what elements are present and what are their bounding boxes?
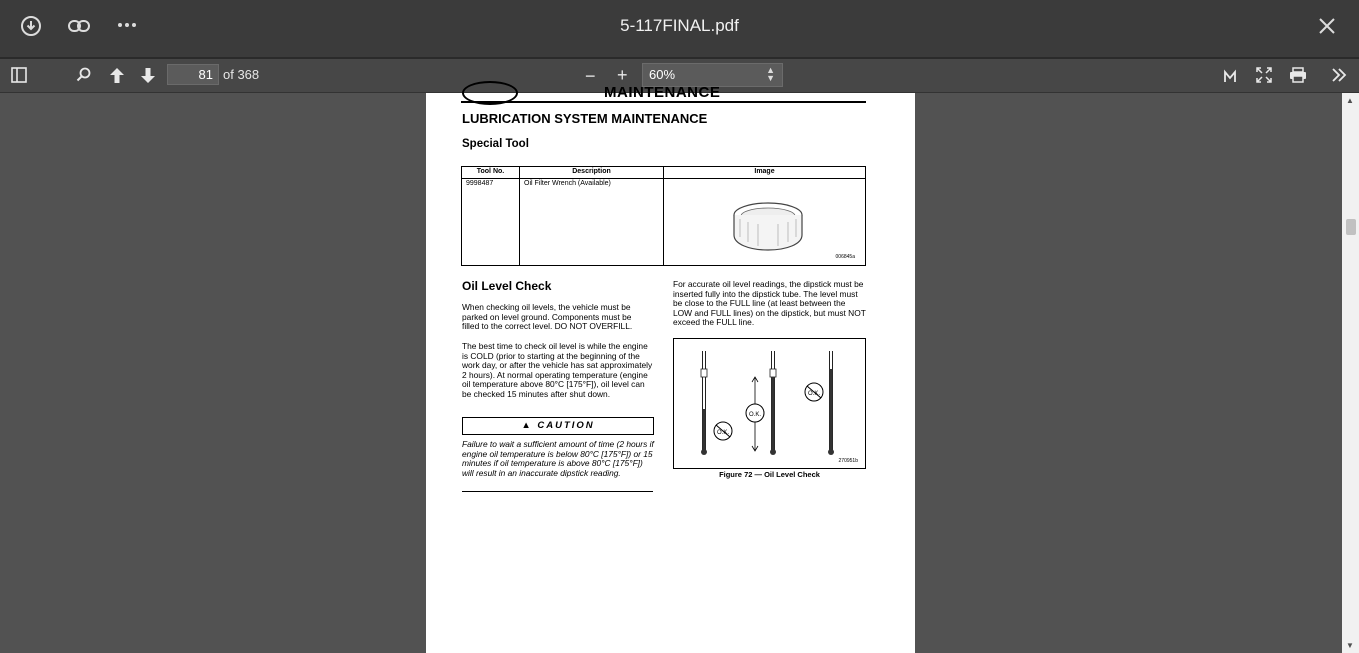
caution-text: Failure to wait a sufficient amount of time (2 hours if engine oil temperature is below 80°C [175°F]) or 15 minutes if oil temperature is above 80°C [175°F]) will result in an inaccurate dipstick reading. (462, 439, 654, 478)
section-title: LUBRICATION SYSTEM MAINTENANCE (462, 111, 708, 126)
scroll-up-icon[interactable]: ▲ (1346, 96, 1354, 105)
special-tool-heading: Special Tool (462, 138, 529, 150)
sidebar-toggle-icon[interactable] (11, 67, 27, 88)
title-bar (0, 0, 1359, 59)
tool-image-cell (664, 179, 866, 266)
table-row (462, 179, 866, 266)
caution-box (462, 417, 654, 435)
page-number-input[interactable]: 81 (167, 64, 219, 85)
print-icon[interactable] (1289, 67, 1307, 88)
tool-description-cell: Oil Filter Wrench (Available) (520, 179, 664, 266)
table-header: Image (664, 167, 866, 179)
table-header: Description (520, 167, 664, 179)
image-code: 006845a (835, 254, 855, 260)
dipstick-diagram (674, 339, 865, 468)
zoom-in-button[interactable]: + (617, 65, 628, 85)
scrollbar-thumb[interactable] (1346, 219, 1356, 235)
text-mode-icon[interactable] (1224, 70, 1236, 88)
figure-caption: Figure 72 — Oil Level Check (719, 470, 820, 479)
oil-level-heading: Oil Level Check (462, 279, 552, 293)
zoom-out-button[interactable]: − (585, 66, 596, 86)
page-count: of 368 (223, 67, 260, 82)
figure-box (673, 338, 866, 469)
ok-label: O.K. (716, 430, 730, 436)
oil-filter-wrench-image (730, 197, 806, 255)
caution-rule (462, 491, 653, 492)
paragraph: The best time to check oil level is while the engine is COLD (prior to starting at the beginning of the work day, or after the vehicle has sat approximately 2 hours). At normal operating temperature (engine oil temperature above 80°C [175°F]), oil level can be checked 15 minutes after shut down. (462, 341, 653, 399)
caution-label: CAUTION (537, 420, 595, 431)
vertical-scrollbar[interactable] (1342, 93, 1359, 653)
next-page-icon[interactable] (139, 67, 157, 89)
warning-icon: ▲ (521, 420, 533, 431)
select-arrows-icon: ▲ ▼ (766, 65, 775, 83)
zoom-value: 60% (649, 67, 676, 82)
pdf-page (426, 84, 915, 653)
ok-label: O.K. (807, 391, 821, 397)
search-icon[interactable] (76, 67, 92, 88)
header-rule (461, 101, 866, 103)
tools-chevron-icon[interactable] (1331, 68, 1347, 87)
document-title: 5-117FINAL.pdf (620, 16, 739, 35)
special-tool-table (461, 166, 866, 266)
page-header: MAINTENANCE (604, 84, 721, 101)
paragraph: When checking oil levels, the vehicle must be parked on level ground. Components must be filled to the correct level. DO NOT OVERFILL. (462, 302, 633, 332)
tool-number-cell: 9998487 (462, 179, 520, 266)
paragraph: For accurate oil level readings, the dipstick must be inserted fully into the dipstick tube. The level must be close to the FULL line (at least between the LOW and FULL lines) on the dipstick, but must NOT exceed the FULL line. (673, 279, 866, 328)
scroll-down-icon[interactable]: ▼ (1346, 641, 1354, 650)
table-header: Tool No. (462, 167, 520, 179)
close-icon[interactable] (1318, 17, 1336, 40)
fullscreen-icon[interactable] (1256, 67, 1272, 88)
previous-page-icon[interactable] (108, 67, 126, 89)
ok-label: O.K. (748, 412, 762, 418)
figure-code: 270951b (838, 458, 858, 464)
